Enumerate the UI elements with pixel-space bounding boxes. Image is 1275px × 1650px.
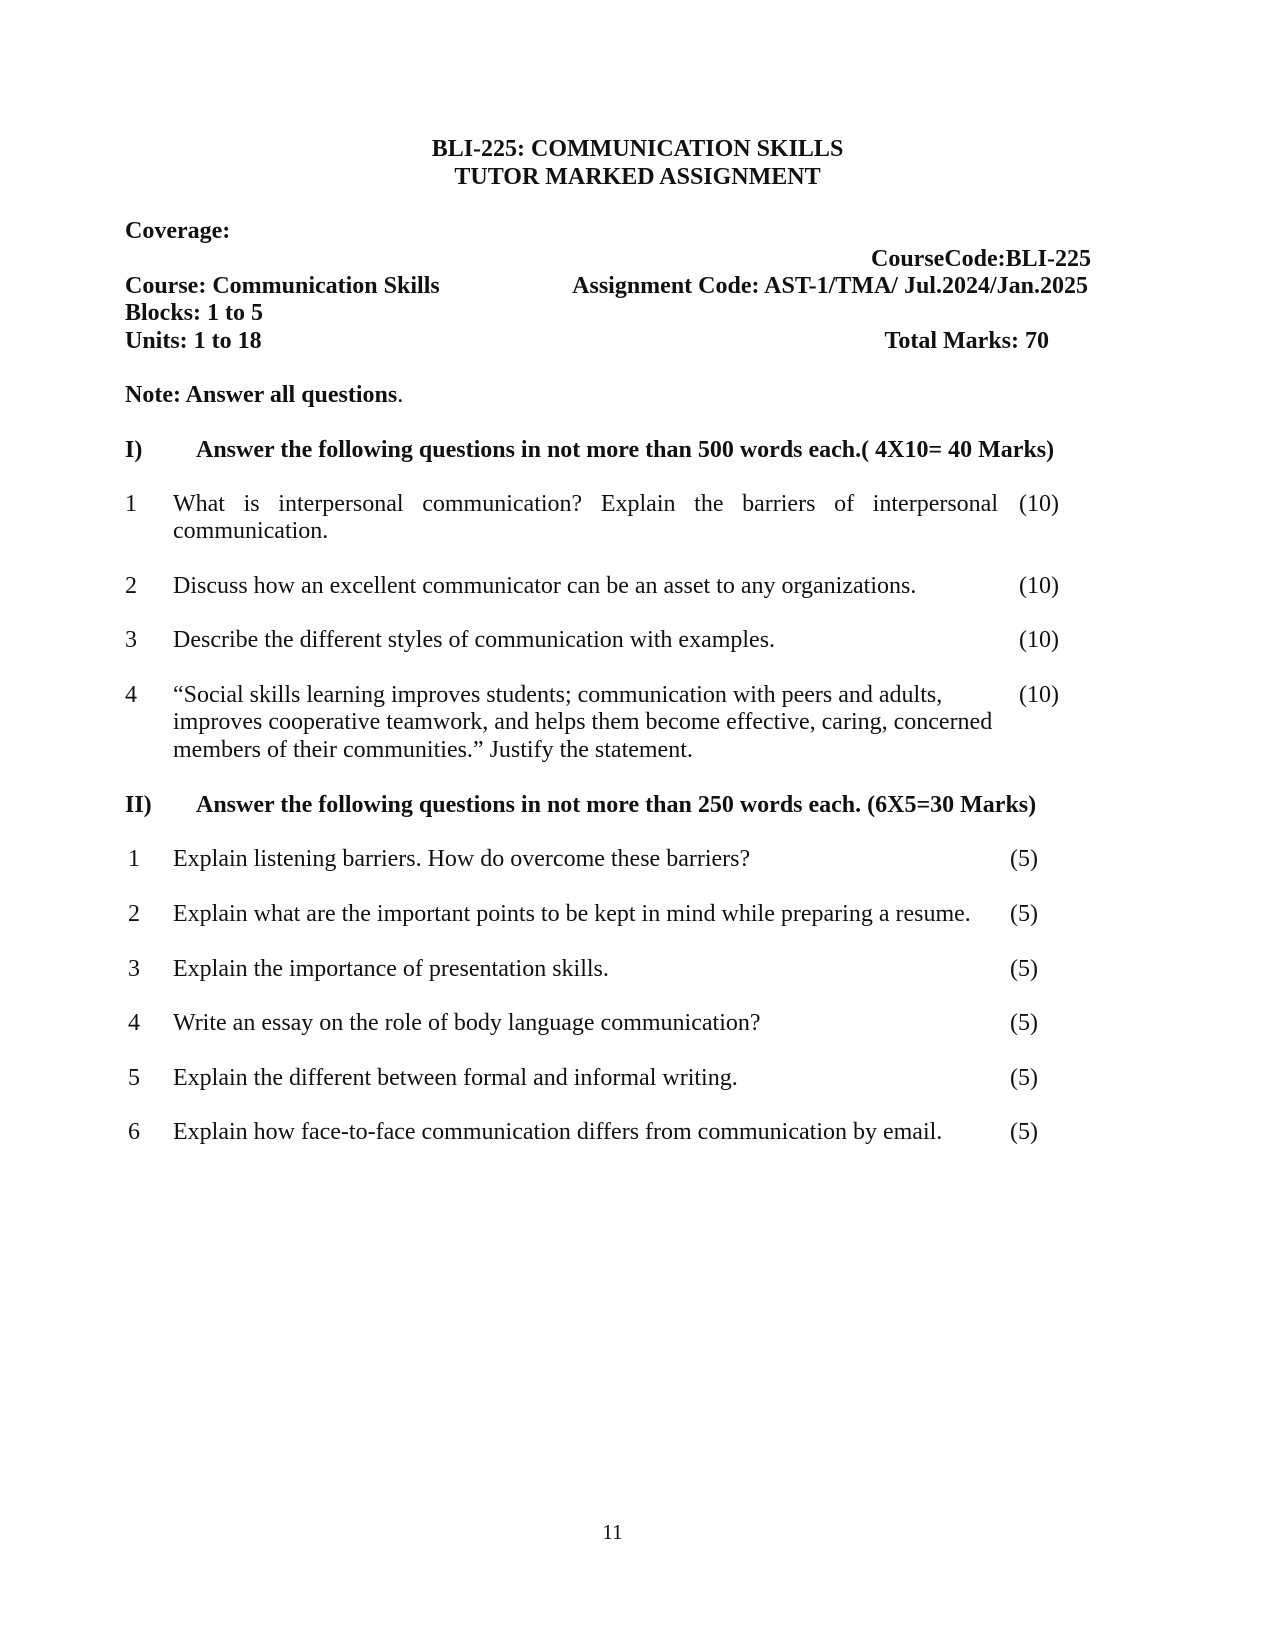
note-period: . [397,382,404,408]
question-marks: (10) [1019,627,1059,653]
question-number: 1 [128,846,140,872]
question-number: 1 [125,491,137,517]
question-number: 3 [128,956,140,982]
question-text: Explain what are the important points to be kept in mind while preparing a resume. [173,901,971,927]
course-code: CourseCode:BLI-225 [871,246,1091,272]
question-text: “Social skills learning improves students; communication with peers and adults, [173,682,943,708]
question-number: 4 [125,682,137,708]
question-text-cont: communication. [173,518,329,544]
total-marks: Total Marks: 70 [884,328,1049,354]
question-number: 4 [128,1010,140,1036]
question-text: Explain listening barriers. How do overcome these barriers? [173,846,751,872]
question-marks: (10) [1019,491,1059,517]
document-subtitle: TUTOR MARKED ASSIGNMENT [454,164,821,190]
question-text: What is interpersonal communication? Explain the barriers of interpersonal [173,491,998,517]
question-text: Write an essay on the role of body language communication? [173,1010,761,1036]
coverage-label: Coverage: [125,218,231,244]
assignment-code: Assignment Code: AST-1/TMA/ Jul.2024/Jan.2025 [572,273,1088,299]
question-text: Explain the importance of presentation skills. [173,956,609,982]
course-name: Course: Communication Skills [125,273,440,299]
question-number: 6 [128,1119,140,1145]
question-marks: (5) [1010,1065,1038,1091]
question-number: 2 [128,901,140,927]
document-title: BLI-225: COMMUNICATION SKILLS [431,136,844,162]
section-2-instruction: Answer the following questions in not more than 250 words each. (6X5=30 Marks) [196,792,1037,818]
question-number: 5 [128,1065,140,1091]
question-marks: (5) [1010,901,1038,927]
note-text: Note: Answer all questions [125,382,398,408]
question-marks: (5) [1010,1119,1038,1145]
blocks: Blocks: 1 to 5 [125,300,263,326]
section-1-instruction: Answer the following questions in not more than 500 words each.( 4X10= 40 Marks) [196,437,1055,463]
question-number: 3 [125,627,137,653]
question-text-cont: members of their communities.” Justify the statement. [173,737,693,763]
question-text: Explain how face-to-face communication differs from communication by email. [173,1119,943,1145]
section-1-numeral: I) [125,437,143,463]
page-number: 11 [602,1520,623,1544]
question-number: 2 [125,573,137,599]
section-2-numeral: II) [125,792,152,818]
question-marks: (5) [1010,846,1038,872]
question-text: Discuss how an excellent communicator can be an asset to any organizations. [173,573,917,599]
question-marks: (10) [1019,682,1059,708]
question-marks: (5) [1010,956,1038,982]
question-marks: (5) [1010,1010,1038,1036]
question-text: Explain the different between formal and informal writing. [173,1065,738,1091]
question-marks: (10) [1019,573,1059,599]
units: Units: 1 to 18 [125,328,262,354]
note [125,382,403,409]
question-text: Describe the different styles of communication with examples. [173,627,776,653]
question-text-cont: improves cooperative teamwork, and helps them become effective, caring, concerned [173,709,993,735]
